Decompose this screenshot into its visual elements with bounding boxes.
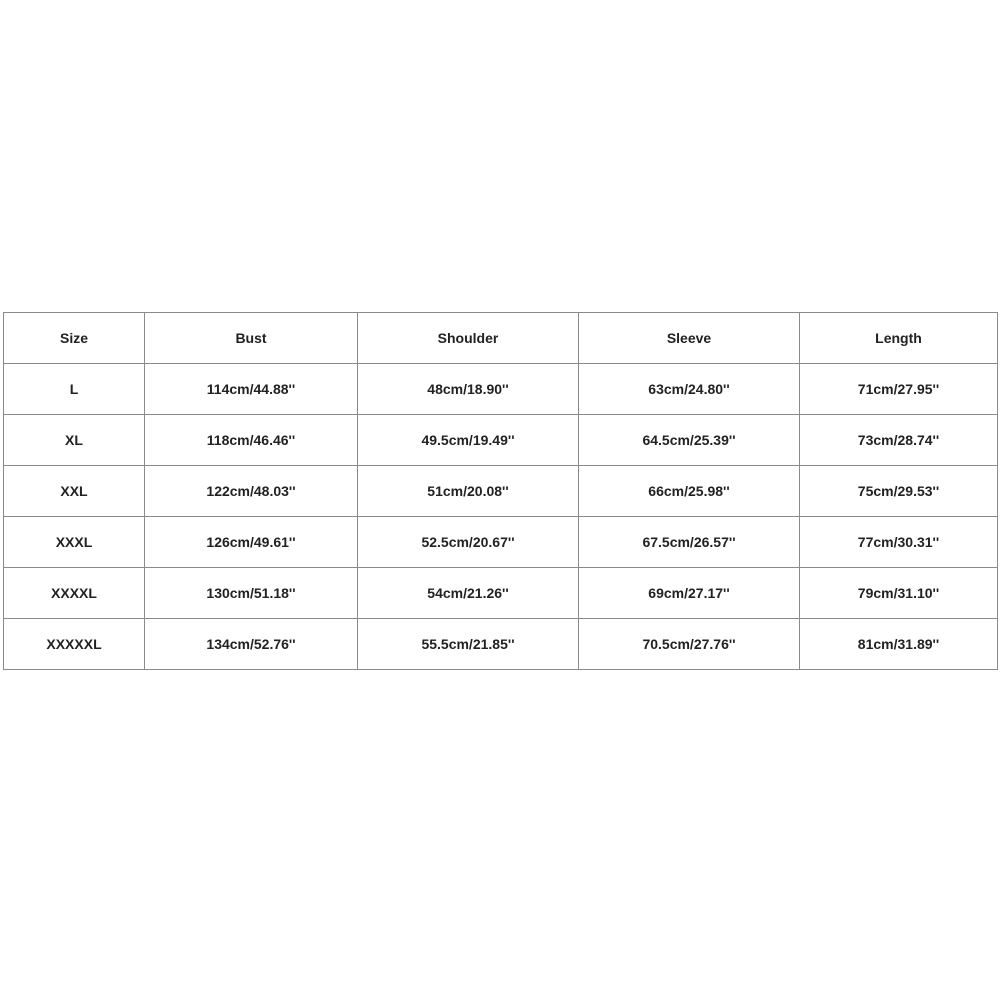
cell-sleeve: 69cm/27.17'' bbox=[579, 568, 800, 619]
cell-bust: 118cm/46.46'' bbox=[145, 415, 358, 466]
cell-length: 75cm/29.53'' bbox=[800, 466, 998, 517]
cell-sleeve: 66cm/25.98'' bbox=[579, 466, 800, 517]
cell-length: 77cm/30.31'' bbox=[800, 517, 998, 568]
table-row bbox=[4, 364, 998, 415]
size-chart-table bbox=[3, 312, 998, 670]
header-length: Length bbox=[800, 313, 998, 364]
cell-shoulder: 51cm/20.08'' bbox=[358, 466, 579, 517]
table-row bbox=[4, 568, 998, 619]
cell-length: 73cm/28.74'' bbox=[800, 415, 998, 466]
cell-length: 71cm/27.95'' bbox=[800, 364, 998, 415]
cell-length: 81cm/31.89'' bbox=[800, 619, 998, 670]
cell-shoulder: 55.5cm/21.85'' bbox=[358, 619, 579, 670]
cell-size: XXL bbox=[4, 466, 145, 517]
cell-sleeve: 70.5cm/27.76'' bbox=[579, 619, 800, 670]
header-sleeve: Sleeve bbox=[579, 313, 800, 364]
header-shoulder: Shoulder bbox=[358, 313, 579, 364]
cell-size: XXXXL bbox=[4, 568, 145, 619]
cell-length: 79cm/31.10'' bbox=[800, 568, 998, 619]
cell-bust: 126cm/49.61'' bbox=[145, 517, 358, 568]
cell-shoulder: 54cm/21.26'' bbox=[358, 568, 579, 619]
table-row bbox=[4, 517, 998, 568]
cell-bust: 130cm/51.18'' bbox=[145, 568, 358, 619]
cell-sleeve: 63cm/24.80'' bbox=[579, 364, 800, 415]
table-header-row bbox=[4, 313, 998, 364]
cell-bust: 134cm/52.76'' bbox=[145, 619, 358, 670]
header-size: Size bbox=[4, 313, 145, 364]
cell-shoulder: 48cm/18.90'' bbox=[358, 364, 579, 415]
cell-size: XXXL bbox=[4, 517, 145, 568]
cell-size: L bbox=[4, 364, 145, 415]
table-row bbox=[4, 619, 998, 670]
cell-size: XXXXXL bbox=[4, 619, 145, 670]
cell-sleeve: 64.5cm/25.39'' bbox=[579, 415, 800, 466]
table-row bbox=[4, 415, 998, 466]
cell-size: XL bbox=[4, 415, 145, 466]
cell-shoulder: 52.5cm/20.67'' bbox=[358, 517, 579, 568]
cell-bust: 114cm/44.88'' bbox=[145, 364, 358, 415]
cell-shoulder: 49.5cm/19.49'' bbox=[358, 415, 579, 466]
header-bust: Bust bbox=[145, 313, 358, 364]
table-row bbox=[4, 466, 998, 517]
cell-sleeve: 67.5cm/26.57'' bbox=[579, 517, 800, 568]
cell-bust: 122cm/48.03'' bbox=[145, 466, 358, 517]
